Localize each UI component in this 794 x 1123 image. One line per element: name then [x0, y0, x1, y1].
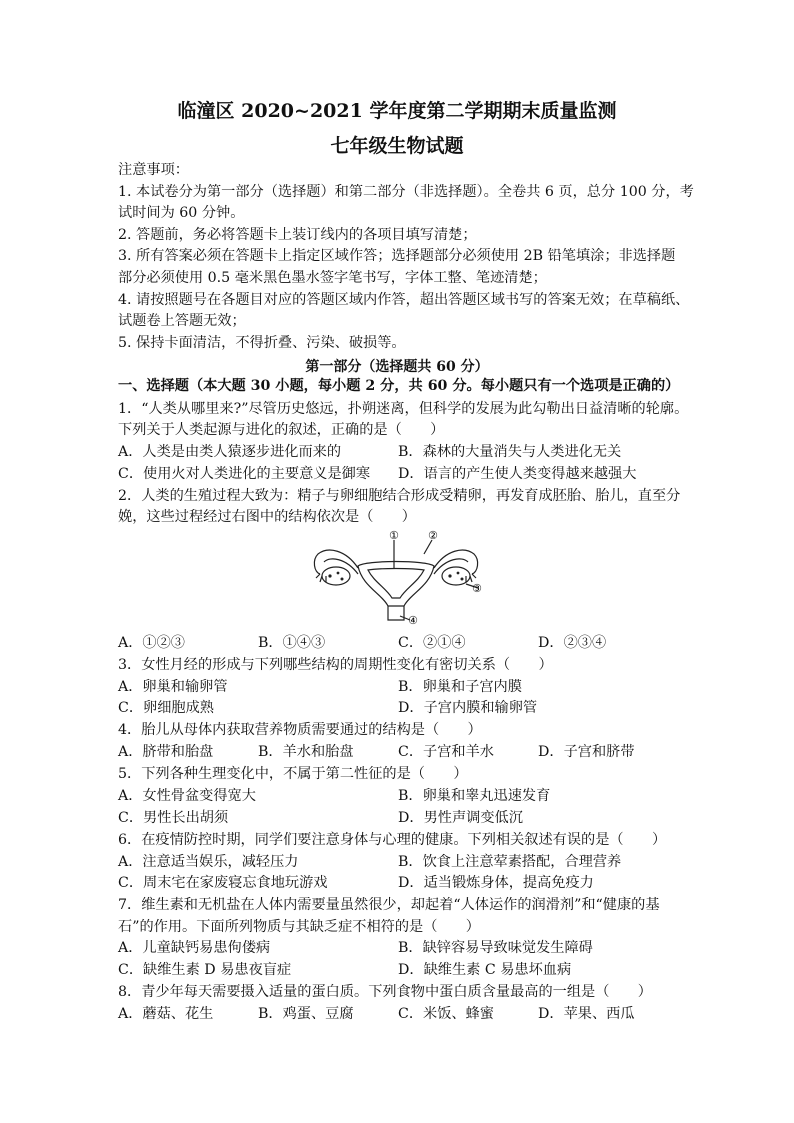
q3-option-b: B．卵巢和子宫内膜 — [398, 679, 522, 695]
q4-option-b: B．羊水和胎盘 — [258, 744, 354, 760]
part1-heading: 第一部分（选择题共 60 分） — [305, 359, 489, 375]
note-line: 试题卷上答题无效； — [118, 313, 246, 329]
diagram-label-4: ④ — [408, 614, 418, 627]
diagram-label-3: ③ — [472, 582, 482, 595]
q7-stem: 7．维生素和无机盐在人体内需要量虽然很少，却起着“人体运作的润滑剂”和“健康的基 — [118, 897, 660, 913]
q1-option-b: B．森林的大量消失与人类进化无关 — [398, 444, 622, 460]
q1-option-d: D．语言的产生使人类变得越来越强大 — [398, 466, 637, 482]
q2-option-a: A．①②③ — [118, 635, 185, 651]
q6-option-c: C．周末宅在家废寝忘食地玩游戏 — [118, 875, 328, 891]
q2-stem: 娩，这些过程经过右图中的结构依次是（ ） — [118, 509, 416, 525]
q2-option-b: B．①④③ — [258, 635, 326, 651]
q6-option-a: A．注意适当娱乐，减轻压力 — [118, 854, 299, 870]
q2-option-c: C．②①④ — [398, 635, 466, 651]
q8-option-a: A．蘑菇、花生 — [118, 1006, 214, 1022]
q3-option-d: D．子宫内膜和输卵管 — [398, 700, 538, 716]
q8-stem: 8．青少年每天需要摄入适量的蛋白质。下列食物中蛋白质含量最高的一组是（ ） — [118, 984, 652, 1000]
note-line: 2. 答题前，务必将答题卡上装订线内的各项目填写清楚； — [118, 227, 477, 243]
note-line: 试时间为 60 分钟。 — [118, 205, 245, 221]
q8-option-c: C．米饭、蜂蜜 — [398, 1006, 494, 1022]
note-line: 1. 本试卷分为第一部分（选择题）和第二部分（非选择题）。全卷共 6 页，总分 100 分，考 — [118, 184, 694, 200]
notes-heading: 注意事项： — [118, 162, 189, 178]
q4-option-c: C．子宫和羊水 — [398, 744, 494, 760]
q5-option-d: D．男性声调变低沉 — [398, 810, 523, 826]
q1-option-a: A．人类是由类人猿逐步进化而来的 — [118, 444, 342, 460]
q6-option-b: B．饮食上注意荤素搭配，合理营养 — [398, 854, 622, 870]
note-line: 5. 保持卡面清洁，不得折叠、污染、破损等。 — [118, 335, 406, 351]
q4-option-d: D．子宫和脐带 — [538, 744, 635, 760]
q8-option-d: D．苹果、西瓜 — [538, 1006, 635, 1022]
q7-option-c: C．缺维生素 D 易患夜盲症 — [118, 962, 292, 978]
q3-option-c: C．卵细胞成熟 — [118, 700, 214, 716]
q6-option-d: D．适当锻炼身体，提高免疫力 — [398, 875, 594, 891]
q7-option-b: B．缺锌容易导致味觉发生障碍 — [398, 940, 593, 956]
q3-option-a: A．卵巢和输卵管 — [118, 679, 228, 695]
q4-stem: 4．胎儿从母体内获取营养物质需要通过的结构是（ ） — [118, 722, 482, 738]
q5-option-a: A．女性骨盆变得宽大 — [118, 788, 256, 804]
diagram-label-1: ① — [389, 529, 399, 542]
exam-subtitle: 七年级生物试题 — [330, 135, 464, 157]
q1-option-c: C．使用火对人类进化的主要意义是御寒 — [118, 466, 371, 482]
q4-option-a: A．脐带和胎盘 — [118, 744, 214, 760]
q6-stem: 6．在疫情防控时期，同学们要注意身体与心理的健康。下列相关叙述有误的是（ ） — [118, 832, 667, 848]
q7-option-a: A．儿童缺钙易患佝偻病 — [118, 940, 271, 956]
q7-option-d: D．缺维生素 C 易患坏血病 — [398, 962, 572, 978]
q7-stem: 石”的作用。下面所列物质与其缺乏症不相符的是（ ） — [118, 919, 480, 935]
note-line: 4. 请按照题号在各题目对应的答题区域内作答，超出答题区域书写的答案无效；在草稿纸、 — [118, 292, 690, 308]
note-line: 3. 所有答案必须在答题卡上指定区域作答；选择题部分必须使用 2B 铅笔填涂；非选择题 — [118, 248, 676, 264]
q3-stem: 3．女性月经的形成与下列哪些结构的周期性变化有密切关系（ ） — [118, 657, 553, 673]
note-line: 部分必须使用 0.5 毫米黑色墨水签字笔书写，字体工整、笔迹清楚； — [118, 270, 547, 286]
diagram-label-2: ② — [428, 529, 438, 542]
q1-stem: 下列关于人类起源与进化的叙述，正确的是（ ） — [118, 422, 445, 438]
section-heading: 一、选择题（本大题 30 小题，每小题 2 分，共 60 分。每小题只有一个选项是正确的） — [118, 378, 680, 394]
q5-stem: 5．下列各种生理变化中，不属于第二性征的是（ ） — [118, 766, 468, 782]
q2-option-d: D．②③④ — [538, 635, 607, 651]
q5-option-b: B．卵巢和睾丸迅速发育 — [398, 788, 551, 804]
uterus-diagram — [306, 528, 486, 628]
q2-stem: 2．人类的生殖过程大致为：精子与卵细胞结合形成受精卵，再发育成胚胎、胎儿，直至分 — [118, 488, 681, 504]
q5-option-c: C．男性长出胡须 — [118, 810, 229, 826]
q8-option-b: B．鸡蛋、豆腐 — [258, 1006, 354, 1022]
q1-stem: 1．“人类从哪里来?”尽管历史悠远，扑朔迷离，但科学的发展为此勾勒出日益清晰的轮廓。 — [118, 401, 689, 417]
exam-title: 临潼区 2020~2021 学年度第二学期期末质量监测 — [177, 100, 617, 122]
